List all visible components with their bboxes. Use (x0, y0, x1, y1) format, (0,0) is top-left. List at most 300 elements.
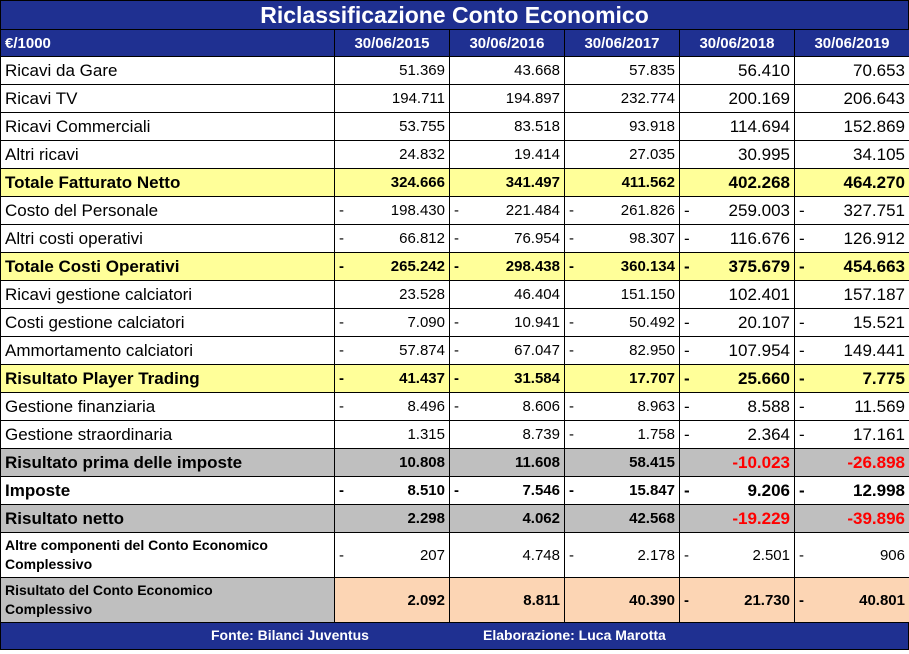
value: 82.950 (629, 342, 675, 359)
value-cell (565, 57, 680, 85)
value-cell (680, 477, 795, 505)
value-cell-content (795, 397, 909, 417)
row-label: Gestione straordinaria (1, 421, 335, 449)
minus-sign: - (454, 370, 459, 387)
table-row (1, 253, 909, 281)
value-cell-content (565, 202, 679, 219)
value-cell (335, 113, 450, 141)
value-cell-content (795, 89, 909, 109)
value-cell-content (795, 481, 909, 501)
row-label: Costi gestione calciatori (1, 309, 335, 337)
minus-sign: - (684, 546, 689, 564)
value: 8.606 (522, 398, 560, 415)
value-cell-content (450, 482, 564, 499)
value-cell (335, 197, 450, 225)
value-cell-content (335, 426, 449, 443)
value-cell (450, 141, 565, 169)
value-cell (335, 141, 450, 169)
value-cell-content (680, 425, 794, 445)
value: 10.808 (399, 454, 445, 471)
value: 20.107 (738, 312, 790, 332)
row-label: Totale Fatturato Netto (1, 169, 335, 197)
value: 42.568 (629, 510, 675, 527)
minus-sign: - (799, 200, 805, 220)
value-cell (335, 505, 450, 533)
value-cell-content (795, 453, 909, 473)
value: 194.711 (391, 90, 445, 107)
value-cell (450, 85, 565, 113)
value-cell-content (680, 117, 794, 137)
minus-sign: - (569, 482, 574, 499)
value-cell-content (335, 230, 449, 247)
value-cell (335, 578, 450, 623)
value-cell (335, 225, 450, 253)
value: 116.676 (729, 228, 790, 248)
value: 98.307 (629, 230, 675, 247)
value-cell (565, 505, 680, 533)
value-cell-content (565, 62, 679, 79)
value-cell-content (795, 229, 909, 249)
value-cell-content (565, 370, 679, 387)
value-cell (680, 253, 795, 281)
value-cell (565, 197, 680, 225)
table-row (1, 85, 909, 113)
value-cell (565, 533, 680, 578)
value-cell-content (795, 61, 909, 81)
value: 11.608 (514, 454, 560, 471)
value-cell-content (335, 314, 449, 331)
value: 259.003 (728, 200, 790, 220)
value-cell (795, 253, 909, 281)
value-cell (450, 309, 565, 337)
column-header: 30/06/2019 (795, 30, 909, 57)
value: 21.730 (744, 591, 790, 609)
value: 43.668 (514, 62, 560, 79)
value-cell (795, 85, 909, 113)
row-label: Ricavi gestione calciatori (1, 281, 335, 309)
value: 93.918 (629, 118, 675, 135)
value-cell-content (795, 341, 909, 361)
value-cell (795, 578, 909, 623)
value-cell (450, 505, 565, 533)
minus-sign: - (569, 314, 574, 331)
value-cell (565, 477, 680, 505)
value-cell (450, 449, 565, 477)
value: -19.229 (732, 508, 790, 528)
table-row (1, 57, 909, 85)
data-table (0, 29, 909, 623)
table-row (1, 477, 909, 505)
value-cell (680, 449, 795, 477)
value-cell (565, 253, 680, 281)
value-cell (565, 578, 680, 623)
value: 198.430 (390, 202, 445, 219)
row-label: Ricavi TV (1, 85, 335, 113)
value: 324.666 (390, 174, 445, 191)
value: 102.401 (728, 284, 790, 304)
row-label: Risultato del Conto Economico Complessivo (1, 578, 335, 623)
minus-sign: - (569, 342, 574, 359)
unit-header: €/1000 (1, 30, 335, 57)
row-label: Gestione finanziaria (1, 393, 335, 421)
value: 27.035 (629, 146, 675, 163)
value-cell (450, 477, 565, 505)
table-row (1, 449, 909, 477)
value: 70.653 (853, 60, 905, 80)
value-cell (795, 337, 909, 365)
row-label: Altri ricavi (1, 141, 335, 169)
value: 15.847 (629, 482, 675, 499)
value: 8.588 (747, 396, 790, 416)
value-cell (450, 337, 565, 365)
value-cell-content (450, 90, 564, 107)
value-cell-content (450, 230, 564, 247)
minus-sign: - (799, 424, 805, 444)
value-cell-content (680, 173, 794, 193)
value-cell-content (680, 89, 794, 109)
value: 232.774 (620, 90, 675, 107)
minus-sign: - (454, 314, 459, 331)
value-cell-content (450, 454, 564, 471)
value: 2.298 (407, 510, 445, 527)
value-cell-content (450, 202, 564, 219)
table-row (1, 225, 909, 253)
value-cell (680, 113, 795, 141)
table-row (1, 365, 909, 393)
value-cell-content (680, 313, 794, 333)
value-cell-content (795, 285, 909, 305)
value-cell (565, 113, 680, 141)
value-cell (450, 57, 565, 85)
minus-sign: - (569, 546, 574, 564)
minus-sign: - (684, 256, 690, 276)
value-cell (450, 281, 565, 309)
value: 57.835 (629, 62, 675, 79)
value-cell (450, 578, 565, 623)
table-row (1, 141, 909, 169)
minus-sign: - (569, 230, 574, 247)
value-cell (335, 253, 450, 281)
value: 265.242 (390, 258, 445, 275)
table-row (1, 169, 909, 197)
value: 40.390 (629, 591, 675, 609)
value-cell-content (680, 61, 794, 81)
minus-sign: - (684, 340, 690, 360)
value-cell (335, 85, 450, 113)
value-cell (795, 197, 909, 225)
value-cell (680, 309, 795, 337)
minus-sign: - (569, 202, 574, 219)
row-label: Costo del Personale (1, 197, 335, 225)
minus-sign: - (454, 230, 459, 247)
value-cell (680, 57, 795, 85)
value: 200.169 (728, 88, 790, 108)
value-cell (450, 393, 565, 421)
value-cell-content (450, 510, 564, 527)
minus-sign: - (799, 396, 805, 416)
value-cell-content (335, 454, 449, 471)
value: 66.812 (399, 230, 445, 247)
value-cell (680, 225, 795, 253)
value-cell (680, 281, 795, 309)
minus-sign: - (799, 312, 805, 332)
minus-sign: - (569, 398, 574, 415)
value-cell (795, 113, 909, 141)
value-cell-content (565, 314, 679, 331)
column-header: 30/06/2017 (565, 30, 680, 57)
value-cell-content (795, 313, 909, 333)
value-cell-content (565, 454, 679, 471)
value-cell (795, 141, 909, 169)
value: 1.758 (637, 426, 675, 443)
value-cell (450, 169, 565, 197)
value: 11.569 (854, 396, 905, 416)
value-cell-content (680, 341, 794, 361)
value: 4.748 (522, 546, 560, 564)
minus-sign: - (684, 591, 689, 609)
value: -26.898 (847, 452, 905, 472)
value-cell (680, 393, 795, 421)
value-cell (450, 113, 565, 141)
value-cell-content (335, 118, 449, 135)
minus-sign: - (569, 258, 574, 275)
table-row (1, 113, 909, 141)
table-row (1, 281, 909, 309)
value: 9.206 (747, 480, 790, 500)
value: 114.694 (729, 116, 790, 136)
value-cell (565, 225, 680, 253)
credit-note: Elaborazione: Luca Marotta (483, 627, 666, 643)
value: 46.404 (514, 286, 560, 303)
table-row (1, 533, 909, 578)
value-cell (680, 85, 795, 113)
table-row (1, 421, 909, 449)
value-cell (565, 365, 680, 393)
source-note: Fonte: Bilanci Juventus (211, 627, 369, 643)
value-cell (680, 169, 795, 197)
value: 375.679 (728, 256, 790, 276)
value: 126.912 (843, 228, 905, 248)
minus-sign: - (339, 342, 344, 359)
value-cell (795, 225, 909, 253)
value-cell-content (565, 342, 679, 359)
value: 30.995 (738, 144, 790, 164)
value-cell (795, 505, 909, 533)
value: 327.751 (843, 200, 905, 220)
value-cell (335, 365, 450, 393)
table-row (1, 393, 909, 421)
value: 8.963 (637, 398, 675, 415)
value: 50.492 (629, 314, 675, 331)
value-cell-content (335, 174, 449, 191)
minus-sign: - (454, 202, 459, 219)
value: 454.663 (843, 256, 905, 276)
value: 17.707 (629, 370, 675, 387)
value-cell-content (680, 285, 794, 305)
value: 206.643 (843, 88, 905, 108)
value: 76.954 (514, 230, 560, 247)
value-cell (450, 533, 565, 578)
minus-sign: - (799, 546, 804, 564)
minus-sign: - (454, 398, 459, 415)
value-cell (795, 393, 909, 421)
value-cell (680, 337, 795, 365)
value-cell-content (450, 370, 564, 387)
value-cell-content (335, 547, 449, 564)
table-title: Riclassificazione Conto Economico (0, 0, 909, 29)
minus-sign: - (339, 546, 344, 564)
minus-sign: - (684, 368, 690, 388)
row-label: Ammortamento calciatori (1, 337, 335, 365)
minus-sign: - (339, 258, 344, 275)
row-label: Risultato prima delle imposte (1, 449, 335, 477)
value-cell (565, 85, 680, 113)
value-cell-content (335, 202, 449, 219)
minus-sign: - (454, 258, 459, 275)
value: 8.510 (407, 482, 445, 499)
value-cell-content (450, 174, 564, 191)
minus-sign: - (799, 256, 805, 276)
value: 58.415 (629, 454, 675, 471)
value-cell-content (565, 510, 679, 527)
value: 298.438 (505, 258, 560, 275)
value-cell (565, 309, 680, 337)
row-label: Altre componenti del Conto Economico Complessivo (1, 533, 335, 578)
minus-sign: - (454, 482, 459, 499)
value-cell-content (795, 173, 909, 193)
minus-sign: - (684, 200, 690, 220)
value-cell (450, 365, 565, 393)
minus-sign: - (684, 228, 690, 248)
value-cell (335, 533, 450, 578)
value-cell (565, 421, 680, 449)
value-cell-content (450, 258, 564, 275)
value-cell (335, 281, 450, 309)
value: 56.410 (738, 60, 790, 80)
value-cell (795, 533, 909, 578)
value: 17.161 (853, 424, 905, 444)
value: 1.315 (407, 426, 445, 443)
minus-sign: - (799, 480, 805, 500)
value-cell-content (335, 286, 449, 303)
value-cell-content (680, 453, 794, 473)
value-cell-content (450, 426, 564, 443)
value: 906 (879, 546, 905, 564)
value-cell-content (450, 286, 564, 303)
minus-sign: - (339, 398, 344, 415)
value: 341.497 (505, 174, 560, 191)
value: 67.047 (514, 342, 560, 359)
value-cell-content (680, 509, 794, 529)
value: 402.268 (728, 172, 790, 192)
value-cell (680, 505, 795, 533)
value: 151.150 (620, 286, 675, 303)
value-cell-content (680, 201, 794, 221)
value-cell (565, 169, 680, 197)
row-label: Imposte (1, 477, 335, 505)
value: 149.441 (843, 340, 905, 360)
table-row (1, 197, 909, 225)
value-cell (795, 169, 909, 197)
value-cell-content (450, 146, 564, 163)
value: 2.178 (637, 546, 675, 564)
minus-sign: - (569, 426, 574, 443)
column-header: 30/06/2016 (450, 30, 565, 57)
value: 261.826 (620, 202, 675, 219)
value: 2.364 (747, 424, 790, 444)
value-cell-content (335, 258, 449, 275)
value: -10.023 (732, 452, 790, 472)
value-cell (565, 449, 680, 477)
column-header: 30/06/2015 (335, 30, 450, 57)
value: 25.660 (738, 368, 790, 388)
value: 221.484 (505, 202, 560, 219)
value-cell (565, 281, 680, 309)
minus-sign: - (339, 482, 344, 499)
value-cell (795, 421, 909, 449)
minus-sign: - (684, 312, 690, 332)
value: 7.090 (407, 314, 445, 331)
value-cell-content (450, 62, 564, 79)
value-cell-content (680, 397, 794, 417)
value-cell (335, 57, 450, 85)
value-cell-content (565, 174, 679, 191)
value-cell-content (335, 592, 449, 609)
value-cell-content (335, 370, 449, 387)
value-cell (680, 578, 795, 623)
minus-sign: - (799, 591, 804, 609)
minus-sign: - (339, 370, 344, 387)
value: 53.755 (399, 118, 445, 135)
minus-sign: - (684, 480, 690, 500)
value-cell (795, 365, 909, 393)
value: 31.584 (514, 370, 560, 387)
header-row (1, 30, 909, 57)
value: 360.134 (620, 258, 675, 275)
value-cell (335, 421, 450, 449)
value-cell-content (450, 342, 564, 359)
minus-sign: - (799, 368, 805, 388)
table-row (1, 505, 909, 533)
value: 23.528 (399, 286, 445, 303)
value-cell-content (335, 62, 449, 79)
value-cell (795, 57, 909, 85)
table-row (1, 578, 909, 623)
value-cell-content (335, 510, 449, 527)
value: 2.092 (407, 591, 445, 609)
value-cell-content (565, 426, 679, 443)
value-cell-content (795, 257, 909, 277)
value-cell (795, 477, 909, 505)
minus-sign: - (339, 230, 344, 247)
value-cell (795, 309, 909, 337)
column-header: 30/06/2018 (680, 30, 795, 57)
value-cell (335, 309, 450, 337)
value-cell (565, 393, 680, 421)
value-cell-content (565, 90, 679, 107)
value-cell-content (335, 398, 449, 415)
value: 83.518 (514, 118, 560, 135)
value-cell-content (680, 547, 794, 564)
value: 24.832 (399, 146, 445, 163)
minus-sign: - (799, 228, 805, 248)
value: 7.775 (862, 368, 905, 388)
value: 8.811 (523, 591, 560, 609)
value: 2.501 (752, 546, 790, 564)
footer (0, 623, 909, 650)
value-cell (335, 477, 450, 505)
value-cell (335, 169, 450, 197)
